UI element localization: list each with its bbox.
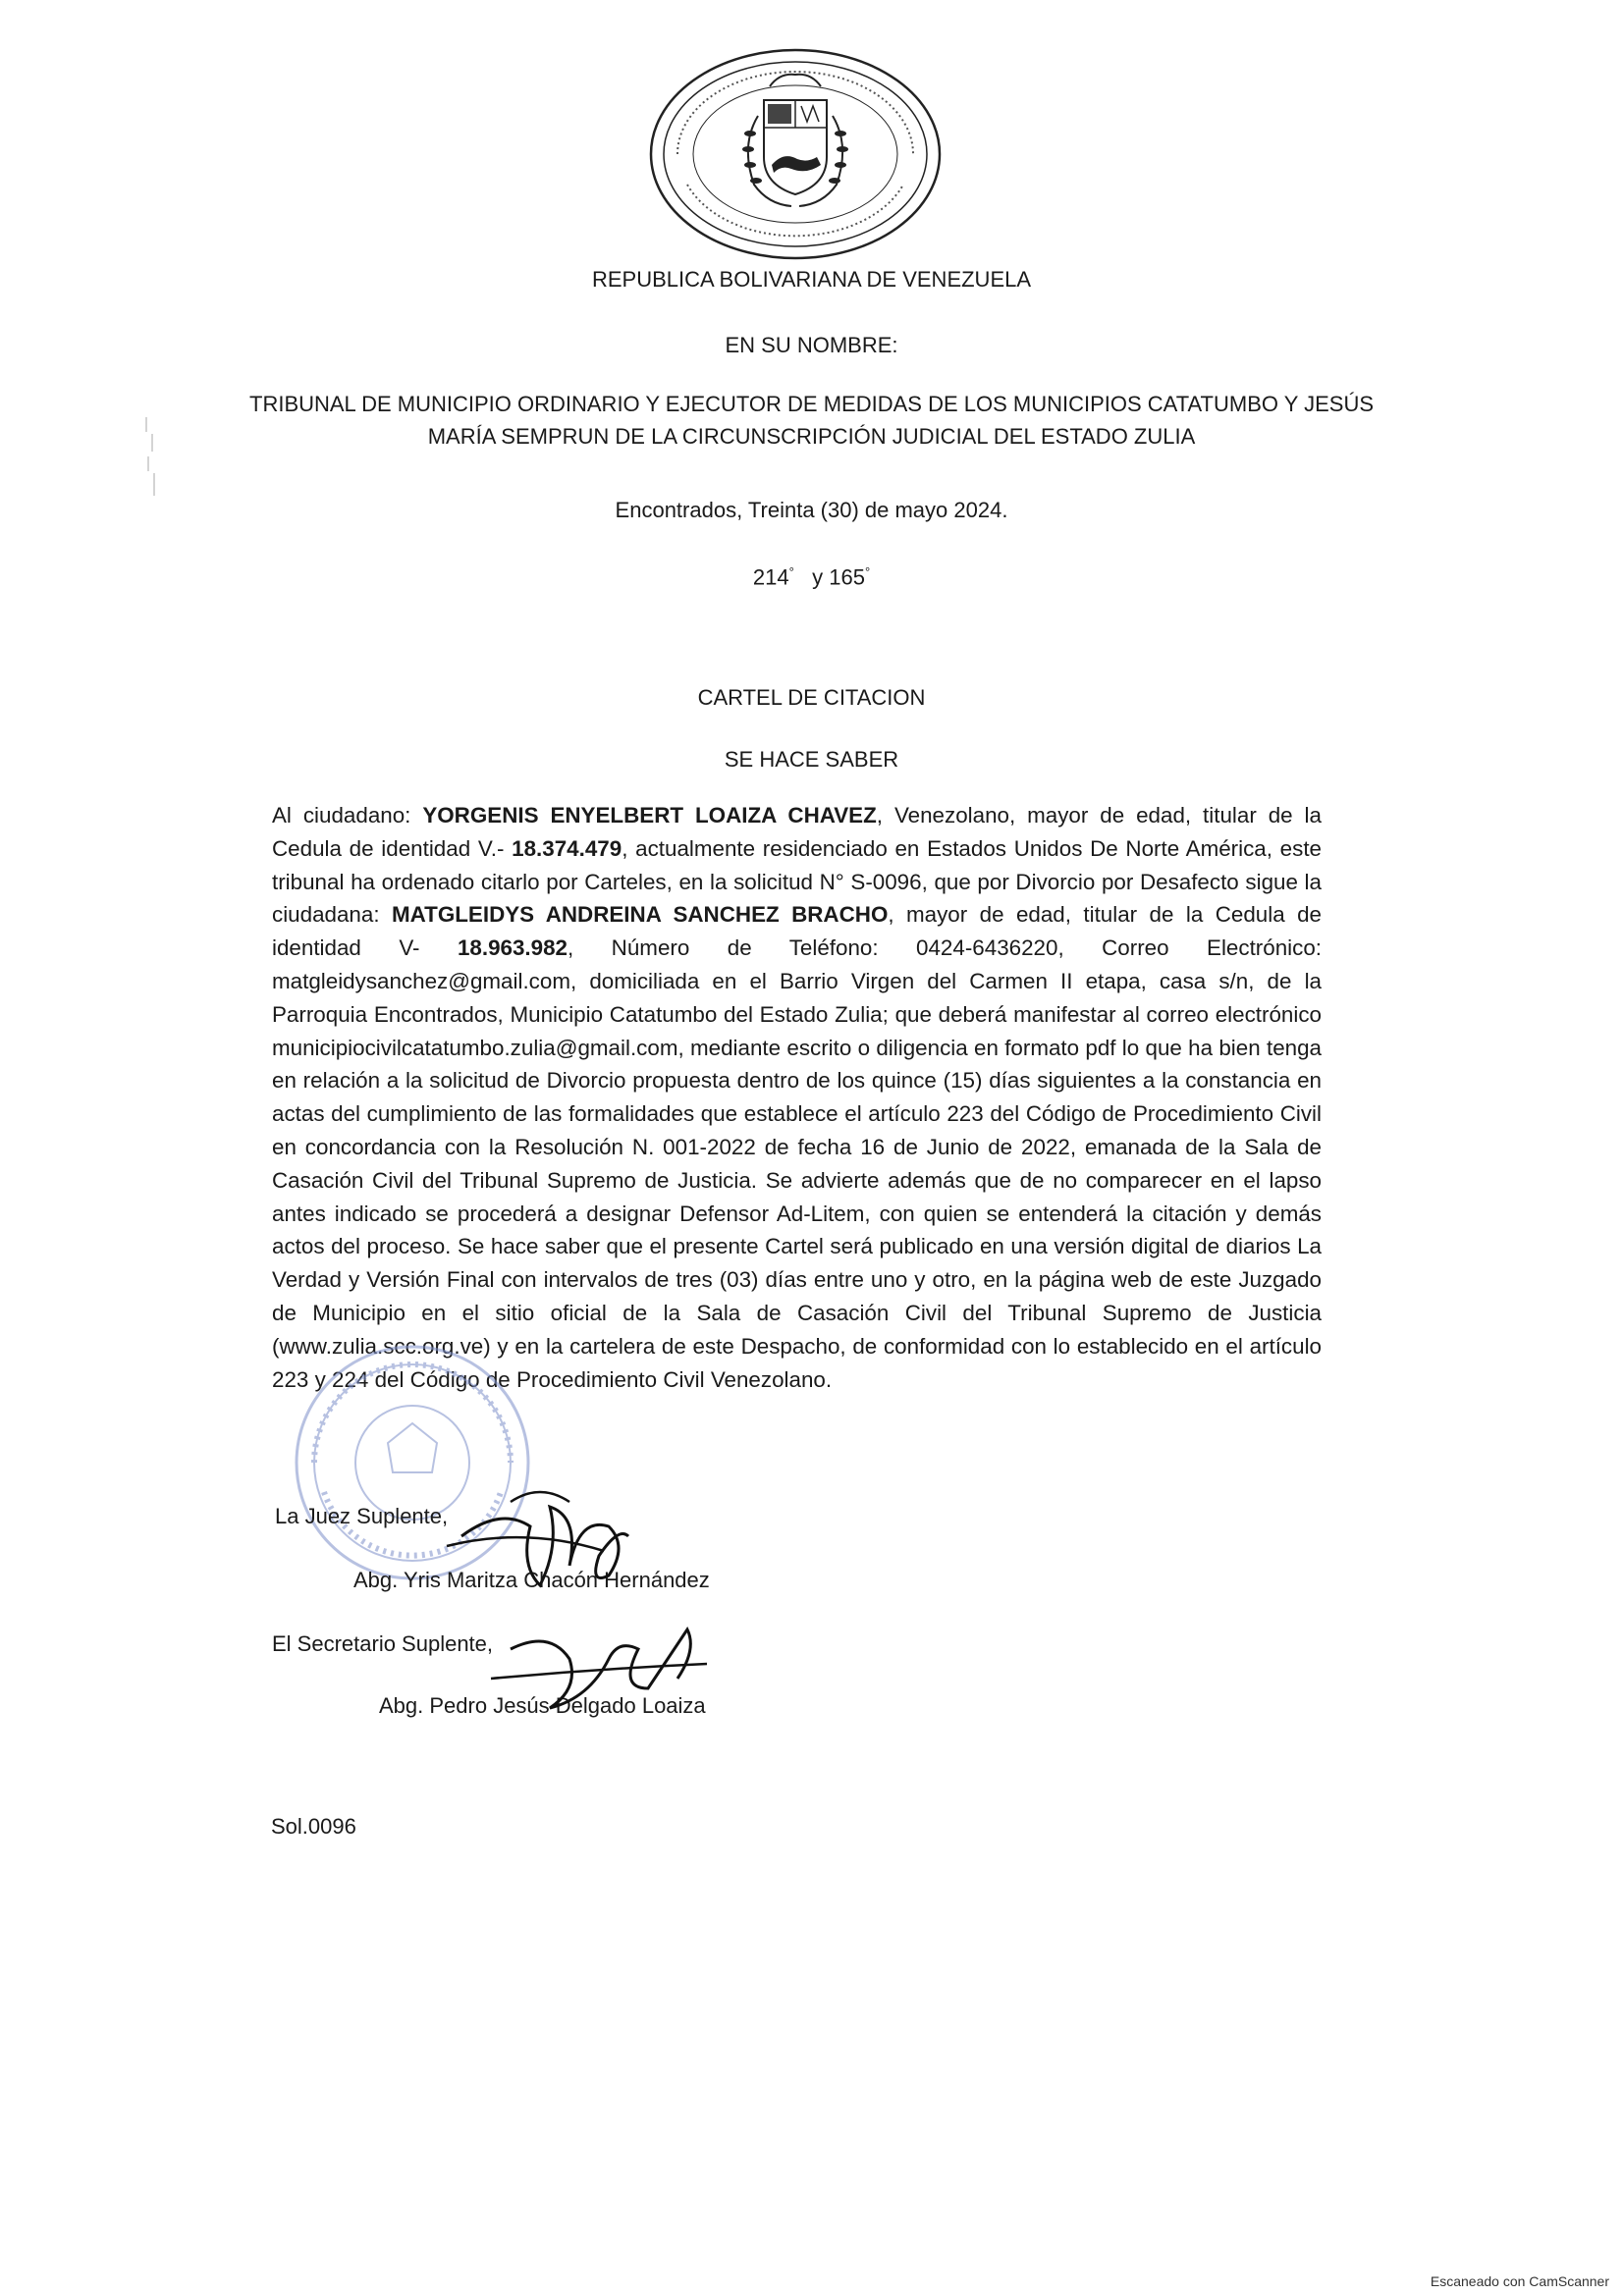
citation-body: Al ciudadano: YORGENIS ENYELBERT LOAIZA CHAVEZ, Venezolano, mayor de edad, titular de la Cedula de identidad V.- 18.374.479, actualmente residenciado en Estados Unidos De Norte América, este tribunal ha ordenado citarlo por Carteles, en la solicitud N° S-0096, que por Divorcio por Desafecto sigue la ciudadana: MATGLEIDYS ANDREINA SANCHEZ BRACHO, mayor de edad, titular de la Cedula de identidad V- 18.963.982, Número de Teléfono: 0424-6436220, Correo Electrónico: matgleidysanchez@gmail.com, domiciliada en el Barrio Virgen del Carmen II etapa, casa s/n, de la Parroquia Encontrados, Municipio Catatumbo del Estado Zulia; que deberá manifestar al correo electrónico municipiocivilcatatumbo.zulia@gmail.com, mediante escrito o diligencia en formato pdf lo que ha bien tenga en relación a la solicitud de Divorcio propuesta dentro de los quince (15) días siguientes a la constancia en actas del cumplimiento de las formalidades que establece el artículo 223 del Código de Procedimiento Civil en concordancia con la Resolución N. 001-2022 de fecha 16 de Junio de 2022, emanada de la Sala de Casación Civil del Tribunal Supremo de Justicia. Se advierte además que de no comparecer en el lapso antes indicado se procederá a designar Defensor Ad-Litem, con quien se entenderá la citación y demás actos del proceso. Se hace saber que el presente Cartel será publicado en una versión digital de diarios La Verdad y Versión Final con intervalos de tres (03) días entre uno y otro, en la página web de este Juzgado de Municipio en el sitio oficial de la Sala de Casación Civil del Tribunal Supremo de Justicia (www.zulia.scc.org.ve) y en la cartelera de este Despacho, de conformidad con lo establecido en el artículo 223 y 224 del Código de Procedimiento Civil Venezolano. [272, 803, 1322, 1392]
scan-margin-marks [142, 412, 160, 501]
citizen-id: 18.374.479 [512, 835, 622, 861]
scanner-watermark: Escaneado con CamScanner [1430, 2273, 1609, 2289]
tribunal-name: TRIBUNAL DE MUNICIPIO ORDINARIO Y EJECUTOR DE MEDIDAS DE LOS MUNICIPIOS CATATUMBO Y JESÚS MARÍA SEMPRUN DE LA CIRCUNSCRIPCIÓN JUDICIAL DEL ESTADO ZULIA [249, 392, 1374, 449]
solicitud-reference: Sol.0096 [271, 1814, 356, 1839]
coat-of-arms-seal [648, 47, 943, 261]
en-su-nombre: EN SU NOMBRE: [725, 333, 898, 357]
secretary-label: El Secretario Suplente, [272, 1631, 494, 1656]
judge-label: La Juez Suplente, [275, 1504, 449, 1528]
se-hace-saber: SE HACE SABER [724, 747, 899, 772]
header-title: REPUBLICA BOLIVARIANA DE VENEZUELA [591, 267, 1032, 292]
judge-name: Abg. Yris Maritza Chacón Hernández [353, 1568, 710, 1592]
document-date: Encontrados, Treinta (30) de mayo 2024. [615, 498, 1008, 522]
secretary-name: Abg. Pedro Jesús Delgado Loaiza [379, 1693, 706, 1718]
applicant-id: 18.963.982 [457, 935, 568, 961]
applicant-name: MATGLEIDYS ANDREINA SANCHEZ BRACHO [391, 902, 889, 928]
judge-signature [442, 1477, 638, 1605]
secretary-signature [481, 1610, 727, 1718]
cartel-title: CARTEL DE CITACION [697, 685, 926, 710]
era-years: 214° y 165° [752, 564, 871, 590]
citizen-name: YORGENIS ENYELBERT LOAIZA CHAVEZ [422, 803, 877, 828]
